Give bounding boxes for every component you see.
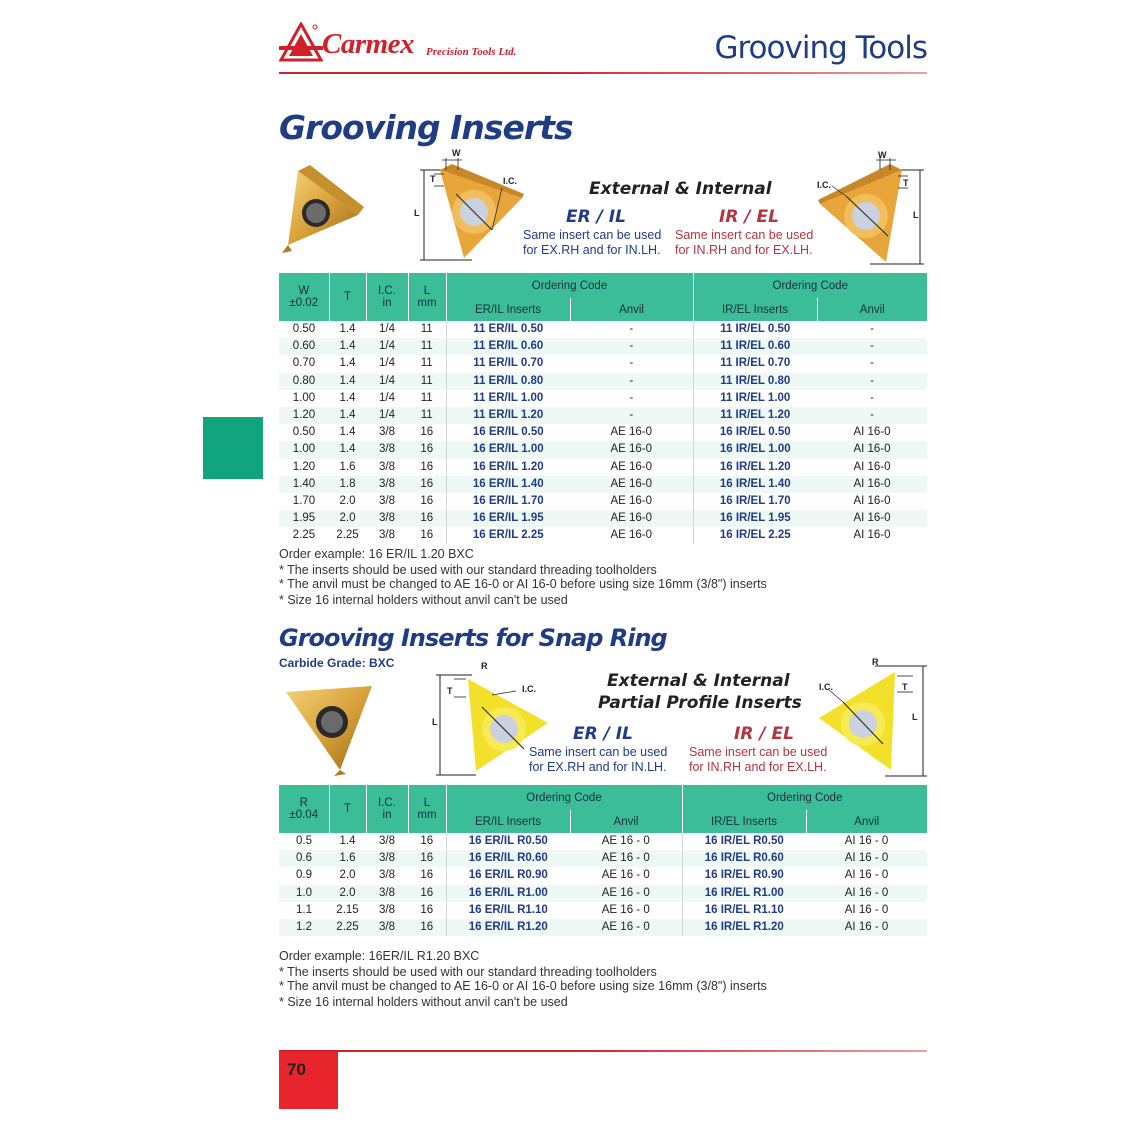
- col-header-w: W ±0.02: [279, 273, 329, 321]
- cell-ir-el-code: 16 IR/EL 2.25: [693, 527, 817, 544]
- dim-label-r: R: [481, 661, 488, 671]
- cell-ir-el-code: 16 IR/EL 0.50: [693, 424, 817, 441]
- cell-ic: 3/8: [379, 460, 395, 473]
- cell-size: 0.70: [292, 357, 316, 370]
- table-row: [279, 459, 927, 476]
- cell-l: 16: [420, 494, 434, 507]
- ir-el-insert-diagram: [810, 148, 930, 266]
- cell-l: 11: [420, 323, 433, 336]
- dim-label-t-snap: T: [447, 686, 453, 696]
- cell-ic: 3/8: [366, 885, 408, 902]
- cell-size: 1.0: [279, 885, 329, 902]
- cell-ir-el-code: 16 IR/EL R1.10: [682, 902, 806, 919]
- cell-t: 2.0: [329, 885, 366, 902]
- dim-label-ic-right: I.C.: [817, 180, 832, 190]
- cell-er-il-code: 16 ER/IL R1.00: [446, 885, 570, 902]
- footer-rule: [279, 1050, 927, 1052]
- cell-t: 1.4: [339, 391, 356, 404]
- cell-anvil-left: AE 16 - 0: [570, 850, 682, 867]
- cell-l: 11: [408, 338, 446, 355]
- order-example: Order example: 16 ER/IL 1.20 BXC: [279, 547, 474, 561]
- carmex-logo-icon: [279, 22, 323, 62]
- cell-l: 16: [408, 850, 446, 867]
- snap-ring-inserts-table: [279, 785, 927, 936]
- table-row: [279, 476, 927, 493]
- brand-name: Carmex: [322, 28, 415, 60]
- cell-size: 1.20: [292, 460, 316, 473]
- cell-anvil-left: AE 16-0: [570, 441, 693, 458]
- cell-er-il-code: 16 ER/IL R1.10: [446, 902, 570, 919]
- cell-ir-el-code: 16 IR/EL R0.90: [682, 867, 806, 884]
- cell-anvil-left: AE 16-0: [610, 426, 653, 439]
- dim-label-l-snap-right: L: [912, 712, 918, 722]
- table-row: [279, 390, 927, 407]
- cell-anvil-right: -: [870, 323, 874, 336]
- cell-ir-el-code: 16 IR/EL 1.20: [693, 459, 817, 476]
- cell-t: 2.25: [329, 919, 366, 936]
- cell-size: 1.00: [292, 391, 316, 404]
- cell-t: 1.4: [329, 338, 366, 355]
- dim-label-l: L: [414, 208, 420, 218]
- cell-ic: 1/4: [379, 391, 395, 404]
- cell-er-il-code: 11 ER/IL 0.50: [446, 321, 570, 338]
- cell-anvil-right: AI 16-0: [853, 494, 891, 507]
- cell-ic: 1/4: [379, 357, 395, 370]
- cell-anvil-left: AE 16 - 0: [601, 903, 650, 916]
- cell-anvil-left: AE 16-0: [570, 510, 693, 527]
- cell-ic: 1/4: [366, 407, 408, 424]
- cell-t: 1.4: [329, 373, 366, 390]
- cell-t: 1.4: [339, 426, 356, 439]
- cell-er-il-code: 16 ER/IL R1.20: [446, 919, 570, 936]
- page-header-title: Grooving Tools: [714, 30, 927, 66]
- cell-ir-el-code: 11 IR/EL 0.60: [693, 338, 817, 355]
- snap-col-group-ordering-code-left: Ordering Code: [446, 785, 682, 810]
- cell-ir-el-code: 11 IR/EL 0.80: [693, 373, 817, 390]
- snap-col-header-er-il-inserts: ER/IL Inserts: [446, 810, 570, 833]
- cell-l: 11: [420, 357, 433, 370]
- col-group-ordering-code-left: Ordering Code: [446, 273, 693, 298]
- cell-anvil-right: AI 16 - 0: [844, 903, 889, 916]
- snap-ring-insert-photo: [280, 680, 376, 776]
- cell-ir-el-code: 16 IR/EL R1.20: [682, 919, 806, 936]
- er-il-code: ER / IL: [566, 207, 626, 227]
- cell-er-il-code: 16 ER/IL R0.90: [446, 867, 570, 884]
- cell-l: 16: [420, 869, 434, 882]
- cell-size: 0.80: [279, 373, 329, 390]
- table-row: [279, 407, 927, 424]
- cell-l: 16: [420, 529, 434, 542]
- cell-ir-el-code: 16 IR/EL R1.00: [682, 885, 806, 902]
- cell-anvil-left: AE 16-0: [570, 476, 693, 493]
- table-row: [279, 833, 927, 850]
- page-number: 70: [287, 1060, 306, 1079]
- table-row: [279, 919, 927, 936]
- section-title-snap-ring: Grooving Inserts for Snap Ring: [279, 624, 667, 652]
- col-header-anvil-left: Anvil: [570, 298, 693, 321]
- cell-l: 16: [420, 460, 434, 473]
- snap-diagram-heading-2: Partial Profile Inserts: [598, 693, 802, 713]
- table-row: [279, 867, 927, 884]
- cell-ir-el-code: 11 IR/EL 1.20: [693, 407, 817, 424]
- snap-er-il-note-line-1: Same insert can be used: [529, 745, 668, 759]
- cell-ic: 1/4: [379, 323, 395, 336]
- section-side-tab: [203, 417, 263, 479]
- table-row: [279, 493, 927, 510]
- cell-er-il-code: 16 ER/IL R0.50: [446, 833, 570, 850]
- cell-t: 2.25: [336, 529, 359, 542]
- header-rule: [279, 72, 927, 74]
- cell-size: 0.9: [296, 869, 312, 882]
- cell-size: 0.50: [292, 323, 316, 336]
- cell-size: 1.1: [296, 903, 312, 916]
- cell-anvil-right: AI 16-0: [817, 476, 927, 493]
- cell-er-il-code: 16 ER/IL 0.50: [446, 424, 570, 441]
- cell-er-il-code: 11 ER/IL 0.80: [446, 373, 570, 390]
- snap-ir-el-note-line-2: for IN.RH and for EX.LH.: [689, 760, 827, 774]
- cell-t: 1.4: [339, 835, 356, 848]
- cell-size: 1.20: [279, 407, 329, 424]
- cell-t: 2.0: [339, 869, 356, 882]
- col-header-ir-el-inserts: IR/EL Inserts: [693, 298, 817, 321]
- snap-ir-el-note-line-1: Same insert can be used: [689, 745, 828, 759]
- cell-l: 16: [408, 510, 446, 527]
- cell-ic: 1/4: [366, 373, 408, 390]
- cell-anvil-left: AE 16 - 0: [570, 885, 682, 902]
- cell-size: 0.5: [296, 835, 312, 848]
- cell-ir-el-code: 16 IR/EL 1.95: [693, 510, 817, 527]
- cell-t: 1.4: [339, 357, 356, 370]
- snap-col-header-ir-el-inserts: IR/EL Inserts: [682, 810, 806, 833]
- cell-t: 1.4: [329, 407, 366, 424]
- cell-ic: 3/8: [366, 510, 408, 527]
- dim-label-ic: I.C.: [503, 176, 518, 186]
- table-row: [279, 373, 927, 390]
- cell-l: 16: [408, 441, 446, 458]
- cell-size: 1.95: [279, 510, 329, 527]
- ir-el-code: IR / EL: [719, 207, 779, 227]
- cell-ic: 3/8: [379, 426, 395, 439]
- dim-label-t-right: T: [903, 178, 909, 188]
- cell-ic: 3/8: [366, 441, 408, 458]
- dim-label-t-snap-right: T: [902, 682, 908, 692]
- cell-anvil-left: AE 16 - 0: [601, 869, 650, 882]
- er-il-note-line-2: for EX.RH and for IN.LH.: [523, 243, 661, 257]
- table-row: [279, 902, 927, 919]
- cell-anvil-right: AI 16 - 0: [844, 835, 889, 848]
- dim-label-t: T: [430, 174, 436, 184]
- snap-er-il-note-line-2: for EX.RH and for IN.LH.: [529, 760, 667, 774]
- cell-anvil-left: AE 16-0: [610, 494, 653, 507]
- cell-ic: 3/8: [366, 850, 408, 867]
- diagram-heading: External & Internal: [589, 179, 772, 199]
- cell-er-il-code: 11 ER/IL 0.60: [446, 338, 570, 355]
- cell-anvil-left: -: [629, 391, 634, 404]
- cell-ic: 3/8: [379, 869, 395, 882]
- cell-size: 1.00: [279, 441, 329, 458]
- snap-col-header-anvil-left: Anvil: [570, 810, 682, 833]
- cell-ic: 3/8: [366, 476, 408, 493]
- cell-anvil-left: -: [570, 407, 693, 424]
- cell-anvil-left: AE 16-0: [610, 529, 653, 542]
- cell-t: 1.6: [339, 460, 356, 473]
- col-header-t-snap: T: [329, 785, 366, 833]
- cell-ir-el-code: 11 IR/EL 0.70: [693, 355, 817, 372]
- cell-er-il-code: 16 ER/IL 1.20: [446, 459, 570, 476]
- cell-l: 11: [408, 407, 446, 424]
- cell-t: 1.4: [339, 323, 356, 336]
- dim-label-l-right: L: [913, 210, 919, 220]
- cell-t: 2.15: [336, 903, 359, 916]
- cell-anvil-left: AE 16 - 0: [570, 919, 682, 936]
- cell-anvil-left: -: [629, 357, 634, 370]
- cell-ic: 3/8: [379, 494, 395, 507]
- footnote-1: * The inserts should be used with our standard threading toolholders: [279, 563, 657, 577]
- cell-ir-el-code: 16 IR/EL R0.50: [682, 833, 806, 850]
- snap-col-group-ordering-code-right: Ordering Code: [682, 785, 927, 810]
- cell-anvil-right: -: [817, 373, 927, 390]
- col-header-ic-snap: I.C. in: [366, 785, 408, 833]
- table-row: [279, 850, 927, 867]
- cell-ir-el-code: 16 IR/EL R0.60: [682, 850, 806, 867]
- snap-diagram-heading-1: External & Internal: [607, 671, 790, 691]
- cell-l: 11: [408, 373, 446, 390]
- col-header-ic: I.C. in: [366, 273, 408, 321]
- cell-l: 16: [408, 919, 446, 936]
- cell-t: 1.6: [329, 850, 366, 867]
- cell-ir-el-code: 16 IR/EL 1.40: [693, 476, 817, 493]
- grooving-insert-photo: [280, 163, 364, 253]
- cell-anvil-left: AE 16 - 0: [601, 835, 650, 848]
- footnote-3: * Size 16 internal holders without anvil can't be used: [279, 593, 568, 607]
- col-header-er-il-inserts: ER/IL Inserts: [446, 298, 570, 321]
- cell-size: 0.50: [292, 426, 316, 439]
- cell-anvil-left: -: [629, 323, 634, 336]
- cell-ic: 3/8: [366, 919, 408, 936]
- cell-er-il-code: 16 ER/IL 2.25: [446, 527, 570, 544]
- cell-anvil-right: AI 16-0: [853, 426, 891, 439]
- cell-size: 1.2: [279, 919, 329, 936]
- ir-el-note-line-2: for IN.RH and for EX.LH.: [675, 243, 813, 257]
- dim-label-ic-snap: I.C.: [522, 684, 537, 694]
- er-il-note-line-1: Same insert can be used: [523, 228, 662, 242]
- table-row: [279, 424, 927, 441]
- cell-anvil-left: -: [570, 338, 693, 355]
- snap-footnote-3: * Size 16 internal holders without anvil can't be used: [279, 995, 568, 1009]
- dim-label-l-snap: L: [432, 717, 438, 727]
- cell-anvil-right: AI 16-0: [853, 460, 891, 473]
- cell-t: 2.0: [339, 494, 356, 507]
- cell-anvil-right: AI 16-0: [817, 510, 927, 527]
- snap-er-il-code: ER / IL: [573, 724, 633, 744]
- dim-label-ic-snap-right: I.C.: [819, 682, 834, 692]
- cell-er-il-code: 11 ER/IL 1.00: [446, 390, 570, 407]
- cell-ic: 3/8: [379, 835, 395, 848]
- cell-t: 2.0: [329, 510, 366, 527]
- col-header-t: T: [329, 273, 366, 321]
- dim-label-w: W: [452, 148, 461, 158]
- cell-er-il-code: 11 ER/IL 1.20: [446, 407, 570, 424]
- cell-ir-el-code: 11 IR/EL 1.00: [693, 390, 817, 407]
- dim-label-r-right: R: [872, 657, 879, 667]
- grooving-inserts-table: [279, 273, 927, 544]
- table-row: [279, 321, 927, 338]
- table-row: [279, 510, 927, 527]
- cell-size: 2.25: [292, 529, 316, 542]
- cell-anvil-right: -: [870, 357, 874, 370]
- col-header-l-snap: L mm: [408, 785, 446, 833]
- snap-col-header-anvil-right: Anvil: [806, 810, 927, 833]
- cell-anvil-right: -: [817, 338, 927, 355]
- cell-er-il-code: 16 ER/IL R0.60: [446, 850, 570, 867]
- cell-anvil-right: AI 16 - 0: [806, 850, 927, 867]
- cell-t: 1.4: [329, 441, 366, 458]
- table-row: [279, 885, 927, 902]
- cell-er-il-code: 16 ER/IL 1.70: [446, 493, 570, 510]
- snap-footnote-1: * The inserts should be used with our standard threading toolholders: [279, 965, 657, 979]
- cell-size: 1.40: [279, 476, 329, 493]
- cell-anvil-right: AI 16 - 0: [806, 919, 927, 936]
- snap-ir-el-code: IR / EL: [734, 724, 794, 744]
- snap-footnote-2: * The anvil must be changed to AE 16-0 or AI 16-0 before using size 16mm (3/8") inserts: [279, 979, 767, 993]
- table-row: [279, 338, 927, 355]
- col-header-r: R ±0.04: [279, 785, 329, 833]
- col-header-l: L mm: [408, 273, 446, 321]
- cell-anvil-right: -: [817, 407, 927, 424]
- cell-anvil-left: -: [570, 373, 693, 390]
- cell-ir-el-code: 16 IR/EL 1.70: [693, 493, 817, 510]
- cell-er-il-code: 11 ER/IL 0.70: [446, 355, 570, 372]
- cell-size: 0.60: [279, 338, 329, 355]
- cell-er-il-code: 16 ER/IL 1.95: [446, 510, 570, 527]
- cell-l: 11: [420, 391, 433, 404]
- cell-l: 16: [420, 426, 434, 439]
- cell-size: 1.70: [292, 494, 316, 507]
- cell-ic: 3/8: [379, 529, 395, 542]
- footnote-2: * The anvil must be changed to AE 16-0 or AI 16-0 before using size 16mm (3/8") inserts: [279, 577, 767, 591]
- ir-el-note-line-1: Same insert can be used: [675, 228, 814, 242]
- section-title-grooving-inserts: Grooving Inserts: [279, 108, 573, 147]
- cell-anvil-right: AI 16-0: [853, 529, 891, 542]
- cell-anvil-left: AE 16-0: [610, 460, 653, 473]
- cell-anvil-right: AI 16 - 0: [806, 885, 927, 902]
- cell-t: 1.8: [329, 476, 366, 493]
- cell-anvil-right: -: [870, 391, 874, 404]
- cell-ic: 1/4: [366, 338, 408, 355]
- cell-l: 16: [420, 835, 434, 848]
- cell-ir-el-code: 16 IR/EL 1.00: [693, 441, 817, 458]
- table-row: [279, 527, 927, 544]
- table-row: [279, 441, 927, 458]
- col-group-ordering-code-right: Ordering Code: [693, 273, 927, 298]
- table-row: [279, 355, 927, 372]
- cell-size: 0.6: [279, 850, 329, 867]
- cell-l: 16: [408, 476, 446, 493]
- cell-ic: 3/8: [379, 903, 395, 916]
- cell-er-il-code: 16 ER/IL 1.00: [446, 441, 570, 458]
- cell-l: 16: [408, 885, 446, 902]
- snap-order-example: Order example: 16ER/IL R1.20 BXC: [279, 949, 480, 963]
- cell-anvil-right: AI 16 - 0: [844, 869, 889, 882]
- brand-subtitle: Precision Tools Ltd.: [426, 46, 517, 58]
- cell-l: 16: [420, 903, 434, 916]
- cell-ir-el-code: 11 IR/EL 0.50: [693, 321, 817, 338]
- cell-anvil-right: AI 16-0: [817, 441, 927, 458]
- col-header-anvil-right: Anvil: [817, 298, 927, 321]
- carbide-grade: Carbide Grade: BXC: [279, 656, 395, 670]
- dim-label-w-right: W: [878, 150, 887, 160]
- cell-er-il-code: 16 ER/IL 1.40: [446, 476, 570, 493]
